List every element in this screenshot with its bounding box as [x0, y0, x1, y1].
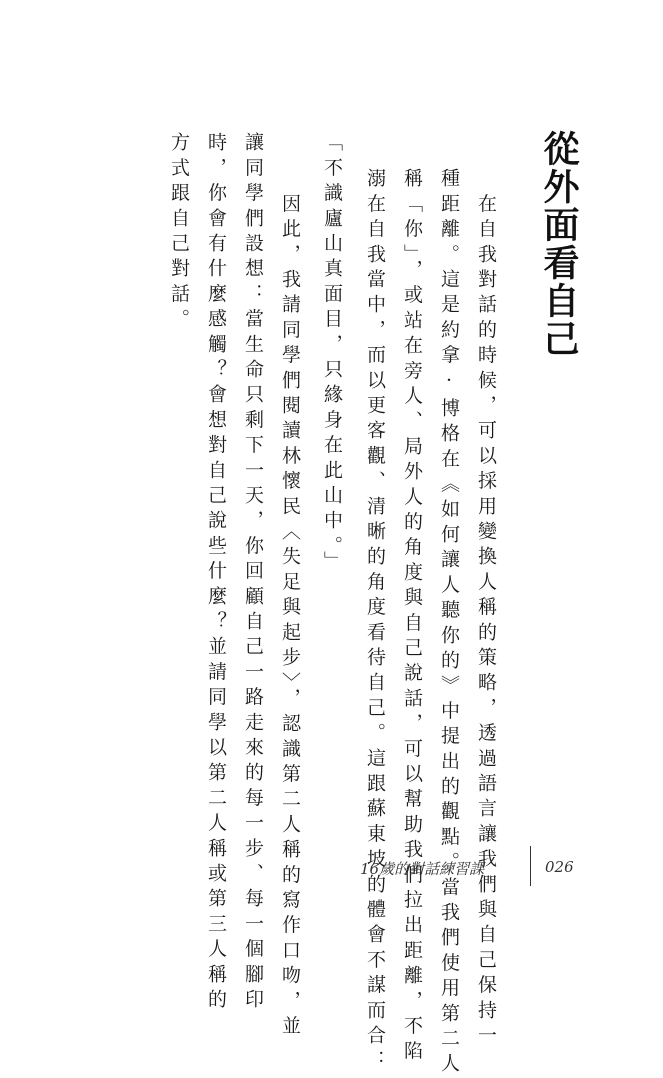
text-column: 溺在自我當中，而以更客觀、清晰的角度看待自己。這跟蘇東坡的體會不謀而合： — [364, 168, 386, 1076]
quote-column: 「不識廬山真面目，只緣身在此山中。」 — [321, 132, 343, 577]
page-title: 從外面看自己 — [538, 130, 579, 358]
running-footer-title: 16歲的對話練習課 — [360, 860, 485, 878]
text-column: 讓同學們設想：當生命只剩下一天，你回顧自己一路走來的每一步、每一個腳印 — [242, 132, 264, 1014]
page-number: 026 — [545, 858, 574, 876]
text-column: 方式跟自己對話。 — [168, 132, 190, 334]
text-column: 種距離。這是約拿·博格在《如何讓人聽你的》中提出的觀點。當我們使用第二人 — [438, 168, 460, 1078]
text-column: 稱「你」，或站在旁人、局外人的角度與自己說話，可以幫助我們拉出距離，不陷 — [401, 168, 423, 1066]
text-column: 時，你會有什麼感觸？會想對自己說些什麼？並請同學以第二人稱或第三人稱的 — [205, 132, 227, 1014]
text-column: 因此，我請同學們閱讀林懷民〈失足與起步〉，認識第二人稱的寫作口吻，並 — [279, 168, 301, 1041]
footer-divider — [530, 846, 531, 886]
text-column: 在自我對話的時候，可以採用變換人稱的策略，透過語言讓我們與自己保持一 — [475, 168, 497, 1050]
